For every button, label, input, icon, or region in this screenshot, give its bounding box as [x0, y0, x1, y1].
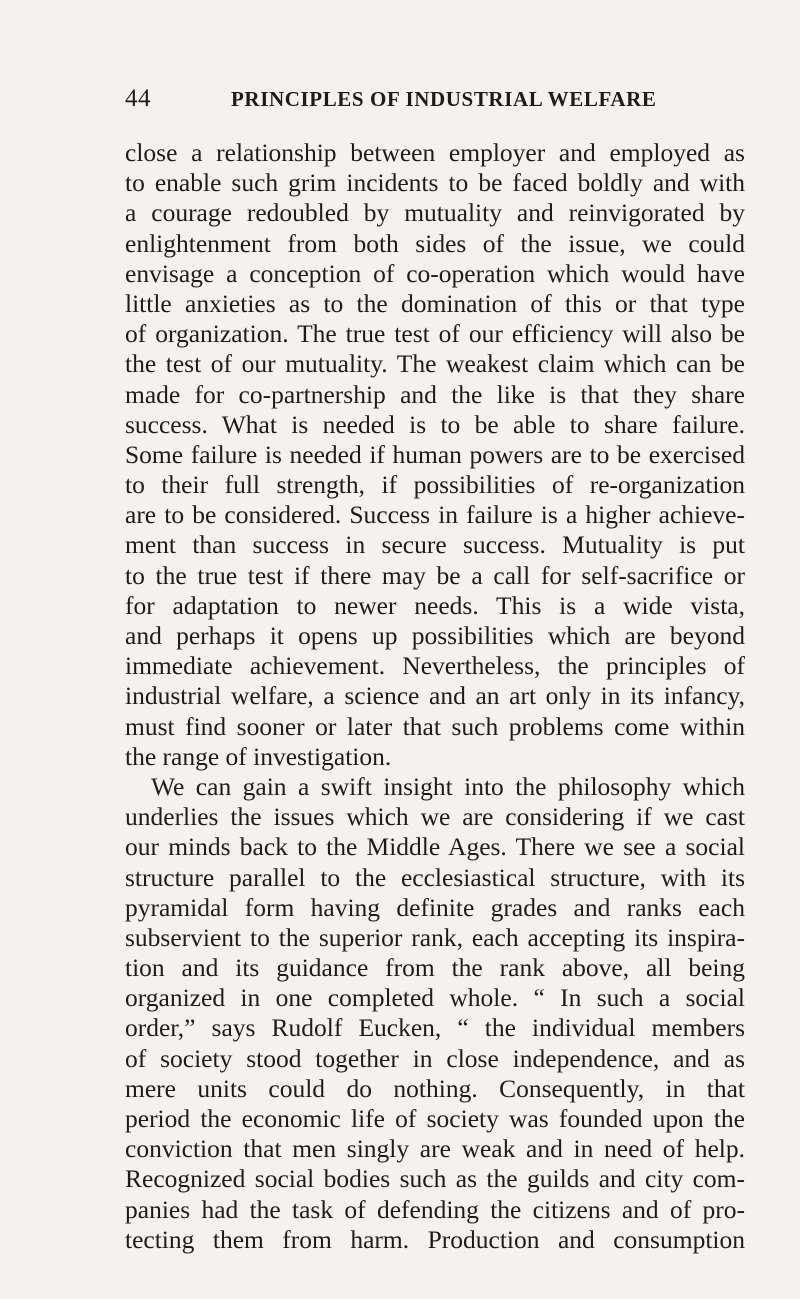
text-line: immediate achievement. Nevertheless, the principles of — [125, 651, 745, 681]
text-line: conviction that men singly are weak and in need of help. — [125, 1134, 745, 1164]
text-line: are to be considered. Success in failure is a higher achieve- — [125, 500, 745, 530]
body-text — [125, 138, 745, 1255]
text-line: success. What is needed is to be able to share failure. — [125, 409, 745, 439]
paragraph-end-line: the range of investigation. — [125, 741, 392, 771]
text-line: of organization. The true test of our efficiency will also be — [125, 319, 745, 349]
text-line: to the true test if there may be a call for self-sacrifice or — [125, 560, 745, 590]
text-line: structure parallel to the ecclesiastical structure, with its — [125, 862, 745, 892]
text-line: must find sooner or later that such problems come within — [125, 711, 745, 741]
text-line: underlies the issues which we are considering if we cast — [125, 802, 745, 832]
text-line: tion and its guidance from the rank above, all being — [125, 953, 745, 983]
text-line: mere units could do nothing. Consequently, in that — [125, 1073, 745, 1103]
running-head — [125, 84, 745, 114]
text-line: to their full strength, if possibilities of re-organization — [125, 470, 745, 500]
text-line: period the economic life of society was founded upon the — [125, 1104, 745, 1133]
text-line: of society stood together in close independence, and as — [125, 1043, 745, 1073]
text-line: our minds back to the Middle Ages. There we see a social — [125, 832, 745, 862]
text-line: to enable such grim incidents to be faced boldly and with — [125, 168, 745, 198]
text-line: industrial welfare, a science and an art only in its infancy, — [125, 681, 745, 711]
text-line: order,” says Rudolf Eucken, “ the individual members — [125, 1013, 745, 1043]
text-line: Some failure is needed if human powers are to be exercised — [125, 439, 745, 469]
page-number: 44 — [125, 85, 151, 112]
text-line: for adaptation to newer needs. This is a wide vista, — [125, 590, 745, 620]
text-line: and perhaps it opens up possibilities which are beyond — [125, 621, 745, 650]
text-line: ment than success in secure success. Mutuality is put — [125, 530, 745, 560]
text-line: subservient to the superior rank, each accepting its inspira- — [125, 922, 745, 952]
text-line: panies had the task of defending the citizens and of pro- — [125, 1194, 745, 1224]
text-line: tecting them from harm. Production and consumption — [125, 1224, 745, 1254]
text-line: little anxieties as to the domination of this or that type — [125, 288, 745, 318]
text-line: enlightenment from both sides of the issue, we could — [125, 228, 745, 258]
text-line: close a relationship between employer and employed as — [125, 138, 745, 167]
text-line: organized in one completed whole. “ In such a social — [125, 983, 745, 1013]
text-line: envisage a conception of co-operation which would have — [125, 258, 745, 288]
paragraph-start-line: We can gain a swift insight into the philosophy which — [151, 771, 745, 801]
text-line: made for co-partnership and the like is that they share — [125, 379, 745, 409]
running-title: PRINCIPLES OF INDUSTRIAL WELFARE — [231, 87, 657, 111]
text-line: Recognized social bodies such as the guilds and city com- — [125, 1164, 745, 1194]
text-line: pyramidal form having definite grades and ranks each — [125, 892, 745, 922]
text-line: the test of our mutuality. The weakest claim which can be — [125, 349, 745, 379]
text-line: a courage redoubled by mutuality and reinvigorated by — [125, 198, 745, 228]
